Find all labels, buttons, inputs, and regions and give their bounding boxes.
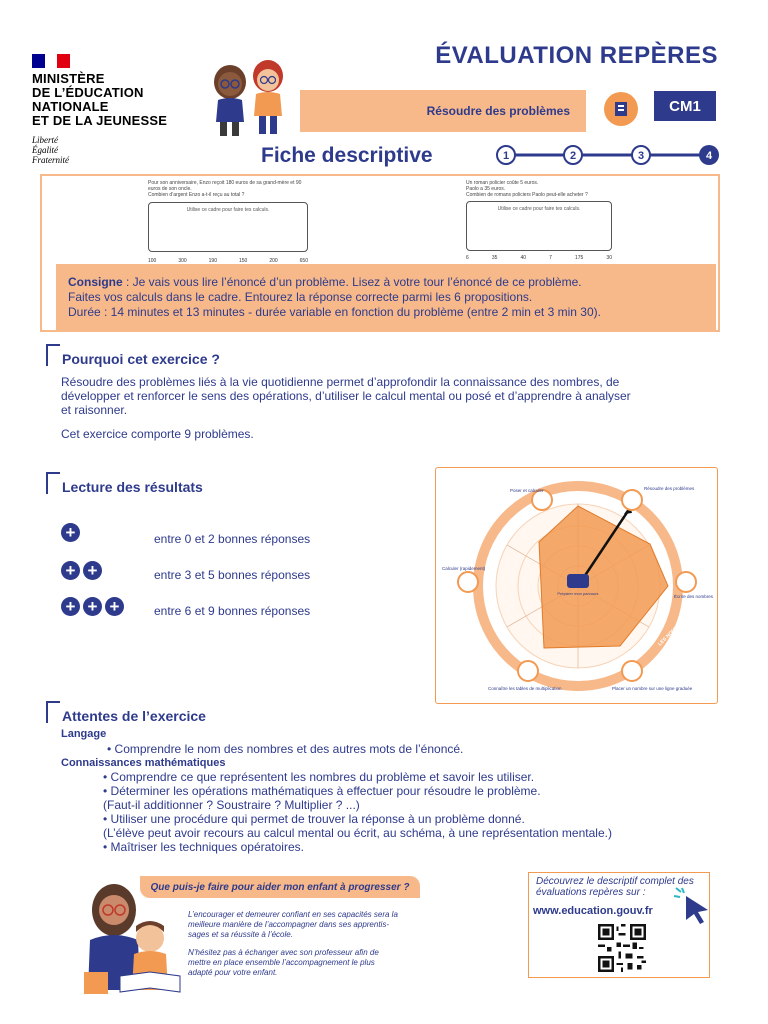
expectation-item: • Comprendre ce que représentent les nombres du problème et savoir les utiliser.: [103, 770, 535, 784]
parent-child-illustration: [80, 880, 190, 1000]
expectation-item: • Utiliser une procédure qui permet de trouver la réponse à un problème donné.: [103, 812, 525, 826]
motto-line: Égalité: [32, 145, 58, 155]
calculation-frame: [148, 202, 308, 252]
problem-text: Combien d’argent Enzo a-t-il reçu au total ?: [148, 192, 245, 198]
help-line: mettre en place ensemble l’accompagnement le plus: [188, 958, 375, 967]
results-title: Lecture des résultats: [62, 479, 203, 495]
problem-text: Un roman policier coûte 5 euros.: [466, 180, 539, 186]
ring-label: LE CALCUL: [462, 509, 482, 537]
problem-solving-icon: [604, 92, 638, 126]
radar-label: Connaître les tables de multiplication: [488, 686, 562, 691]
discover-line: évaluations repères sur :: [536, 887, 646, 898]
website-link[interactable]: www.education.gouv.fr: [533, 905, 653, 917]
help-question-banner: Que puis-je faire pour aider mon enfant à progresser ?: [140, 876, 420, 898]
math-expectations-list: [103, 770, 612, 854]
radar-label: Calculer (rapidement): [442, 566, 486, 571]
instruction-text: Faites vos calculs dans le cadre. Entourez la réponse correcte parmi les 6 propositions.: [68, 290, 533, 304]
discover-line: Découvrez le descriptif complet des: [536, 876, 694, 887]
answer-option: 650: [299, 258, 308, 264]
score-level-2: [61, 561, 102, 580]
langage-heading: Langage: [61, 728, 107, 740]
answer-option: 6: [466, 255, 469, 261]
answer-option: 300: [178, 258, 187, 264]
fiche-title: Fiche descriptive: [261, 144, 433, 167]
section-marker: [46, 701, 60, 723]
problem-text: Pour son anniversaire, Enzo reçoit 180 euros de sa grand-mère et 90 euros de son oncle.: [148, 180, 302, 192]
expectation-item: • Comprendre le nom des nombres et des autres mots de l’énoncé.: [107, 742, 464, 756]
why-line: Résoudre des problèmes liés à la vie quotidienne permet d’approfondir la connaissance des nombres, de: [61, 375, 620, 389]
radar-label: Placer un nombre sur une ligne graduée: [612, 686, 693, 691]
answer-options: [466, 255, 612, 261]
expectation-note: (L’élève peut avoir recours au calcul mental ou écrit, au schéma, à une représentation mentale.): [103, 826, 612, 840]
help-line: N’hésitez pas à échanger avec son professeur afin de: [188, 948, 379, 957]
calculation-frame: [466, 201, 612, 251]
ministry-line: MINISTÈRE: [32, 71, 105, 86]
ministry-name: [32, 72, 167, 128]
instruction-duration: Durée : 14 minutes et 13 minutes - durée variable en fonction du problème (entre 2 min et 3 min 30).: [68, 305, 601, 319]
frame-label: Utilise ce cadre pour faire tes calculs.: [497, 206, 581, 212]
answer-option: 100: [148, 258, 157, 264]
help-paragraph: [188, 948, 379, 978]
step-label: 4: [705, 150, 713, 162]
instruction-box: [56, 264, 716, 330]
answer-option: 7: [549, 255, 552, 261]
score-label: entre 0 et 2 bonnes réponses: [154, 532, 311, 546]
score-level-1: [61, 523, 80, 542]
why-paragraph: [61, 375, 731, 417]
why-count: Cet exercice comporte 9 problèmes.: [61, 427, 254, 441]
plus-icon: +: [61, 561, 80, 580]
plus-icon: +: [105, 597, 124, 616]
subtitle: Résoudre des problèmes: [426, 104, 570, 118]
answer-option: 35: [491, 255, 498, 261]
math-heading: Connaissances mathématiques: [61, 757, 226, 769]
why-line: et raisonner.: [61, 403, 128, 417]
children-illustration: [196, 52, 304, 140]
radar-label: Poser et calculer: [510, 488, 544, 493]
help-line: L’encourager et demeurer confiant en ses capacités sera la: [188, 910, 398, 919]
frame-label: Utilise ce cadre pour faire tes calculs.: [186, 207, 270, 213]
plus-icon: +: [83, 597, 102, 616]
answer-option: 200: [269, 258, 278, 264]
step-indicator: [495, 144, 720, 166]
radar-center-label: Préparer mon parcours: [557, 591, 599, 596]
motto-line: Liberté: [32, 135, 58, 145]
evaluation-title: ÉVALUATION REPÈRES: [435, 42, 718, 69]
score-level-3: [61, 597, 124, 616]
plus-icon: +: [83, 561, 102, 580]
expectations-title: Attentes de l’exercice: [62, 708, 206, 724]
help-line: adapté pour votre enfant.: [188, 968, 278, 977]
answer-option: 30: [606, 255, 612, 261]
republic-flag-logo: [32, 54, 70, 68]
cursor-click-icon: [672, 884, 712, 924]
radar-label: Résoudre des problèmes: [644, 486, 695, 491]
example-right: [466, 180, 612, 261]
level-badge: CM1: [654, 91, 716, 121]
answer-option: 190: [208, 258, 217, 264]
example-left: [148, 180, 308, 264]
answer-option: 150: [238, 258, 248, 264]
republic-motto: [32, 135, 69, 165]
answer-option: 175: [575, 255, 584, 261]
help-line: sages et sa réussite à l’école.: [188, 930, 293, 939]
expectation-item: • Maîtriser les techniques opératoires.: [103, 840, 304, 854]
step-label: 2: [569, 150, 577, 162]
score-label: entre 6 et 9 bonnes réponses: [154, 604, 311, 618]
step-label: 1: [502, 150, 510, 162]
ministry-line: NATIONALE: [32, 99, 109, 114]
skills-radar-figure: [435, 467, 718, 704]
problem-text: Paolo a 35 euros.: [466, 186, 506, 192]
instruction-label: Consigne: [68, 275, 123, 289]
motto-line: Fraternité: [32, 155, 69, 165]
qr-code[interactable]: [598, 924, 646, 972]
score-label: entre 3 et 5 bonnes réponses: [154, 568, 311, 582]
expectation-item: • Déterminer les opérations mathématiques à effectuer pour résoudre le problème.: [103, 784, 541, 798]
ring-label: LES NOMBRES: [657, 617, 688, 648]
expectation-note: (Faut-il additionner ? Soustraire ? Multiplier ? ...): [103, 798, 360, 812]
why-title: Pourquoi cet exercice ?: [62, 351, 220, 367]
section-marker: [46, 344, 60, 366]
problem-text: Combien de romans policiers Paolo peut-elle acheter ?: [466, 192, 588, 198]
ministry-line: ET DE LA JEUNESSE: [32, 113, 168, 128]
help-paragraph: [188, 910, 398, 940]
discover-text: [536, 876, 694, 898]
step-label: 3: [637, 150, 645, 162]
help-line: meilleure manière de l’accompagner dans ses apprentis-: [188, 920, 389, 929]
radar-label: Écrire des nombres: [674, 594, 714, 599]
instruction-text: : Je vais vous lire l’énoncé d’un problème. Lisez à votre tour l’énoncé de ce problème.: [122, 275, 582, 289]
plus-icon: +: [61, 523, 80, 542]
why-line: développer et renforcer le sens des opérations, d’utiliser le calcul mental ou posé et d’apprendre à analyser: [61, 389, 631, 403]
ministry-line: DE L’ÉDUCATION: [32, 85, 144, 100]
section-marker: [46, 472, 60, 494]
plus-icon: +: [61, 597, 80, 616]
answer-option: 40: [520, 255, 527, 261]
